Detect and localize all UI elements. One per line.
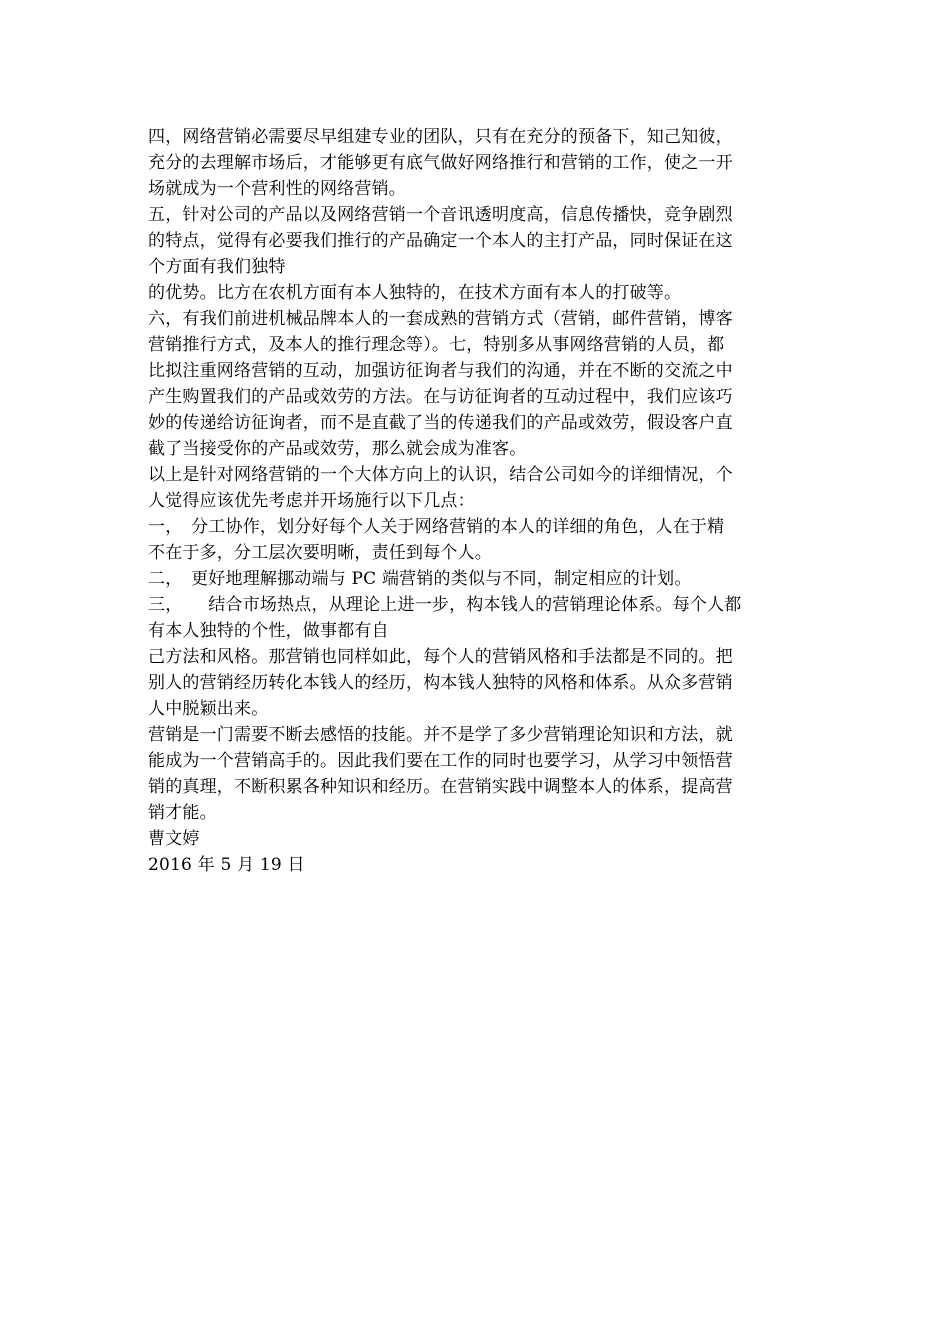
text-line: 六，有我们前进机械品牌本人的一套成熟的营销方式（营销，邮件营销，博客 — [148, 309, 733, 329]
text-line: 的优势。比方在农机方面有本人独特的，在技术方面有本人的打破等。 — [148, 283, 682, 303]
text-line: 营销是一门需要不断去感悟的技能。并不是学了多少营销理论知识和方法，就 — [148, 725, 733, 745]
text-line: 人觉得应该优先考虑并开场施行以下几点： — [148, 491, 475, 511]
text-line: 销才能。 — [148, 803, 217, 823]
text-line: 妙的传递给访征询者，而不是直截了当的传递我们的产品或效劳，假设客户直 — [148, 413, 733, 433]
text-line: 别人的营销经历转化本钱人的经历，构本钱人独特的风格和体系。从众多营销 — [148, 673, 733, 693]
author-name: 曹文婷 — [148, 829, 200, 849]
text-line: 个方面有我们独特 — [148, 257, 286, 277]
text-line: 能成为一个营销高手的。因此我们要在工作的同时也要学习，从学习中领悟营 — [148, 751, 733, 771]
list-item-line: 一， 分工协作，划分好每个人关于网络营销的本人的详细的角色，人在于精 — [148, 517, 725, 537]
list-item-line: 不在于多，分工层次要明晰，责任到每个人。 — [148, 543, 492, 563]
text-line: 截了当接受你的产品或效劳，那么就会成为准客。 — [148, 439, 527, 459]
text-line: 人中脱颖出来。 — [148, 699, 269, 719]
text-line: 四，网络营销必需要尽早组建专业的团队，只有在充分的预备下，知己知彼， — [148, 127, 733, 147]
text-line: 销的真理，不断积累各种知识和经历。在营销实践中调整本人的体系，提高营 — [148, 777, 733, 797]
text-line: 五，针对公司的产品以及网络营销一个音讯透明度高，信息传播快，竞争剧烈 — [148, 205, 733, 225]
text-line: 场就成为一个营利性的网络营销。 — [148, 179, 406, 199]
text-line: 的特点，觉得有必要我们推行的产品确定一个本人的主打产品，同时保证在这 — [148, 231, 733, 251]
text-line: 充分的去理解市场后，才能够更有底气做好网络推行和营销的工作，使之一开 — [148, 153, 733, 173]
list-item-line: 三， 结合市场热点，从理论上进一步，构本钱人的营销理论体系。每个人都 — [148, 595, 742, 615]
list-item-line: 二， 更好地理解挪动端与 PC 端营销的类似与不同，制定相应的计划。 — [148, 569, 692, 589]
list-item-line: 有本人独特的个性，做事都有自 — [148, 621, 389, 641]
text-line: 己方法和风格。那营销也同样如此，每个人的营销风格和手法都是不同的。把 — [148, 647, 733, 667]
document-date: 2016 年 5 月 19 日 — [148, 855, 305, 875]
text-line: 比拟注重网络营销的互动，加强访征询者与我们的沟通，并在不断的交流之中 — [148, 361, 733, 381]
document-body — [148, 124, 808, 878]
text-line: 以上是针对网络营销的一个大体方向上的认识，结合公司如今的详细情况，个 — [148, 465, 733, 485]
text-line: 营销推行方式，及本人的推行理念等）。七，特别多从事网络营销的人员，都 — [148, 335, 725, 355]
text-line: 产生购置我们的产品或效劳的方法。在与访征询者的互动过程中，我们应该巧 — [148, 387, 733, 407]
